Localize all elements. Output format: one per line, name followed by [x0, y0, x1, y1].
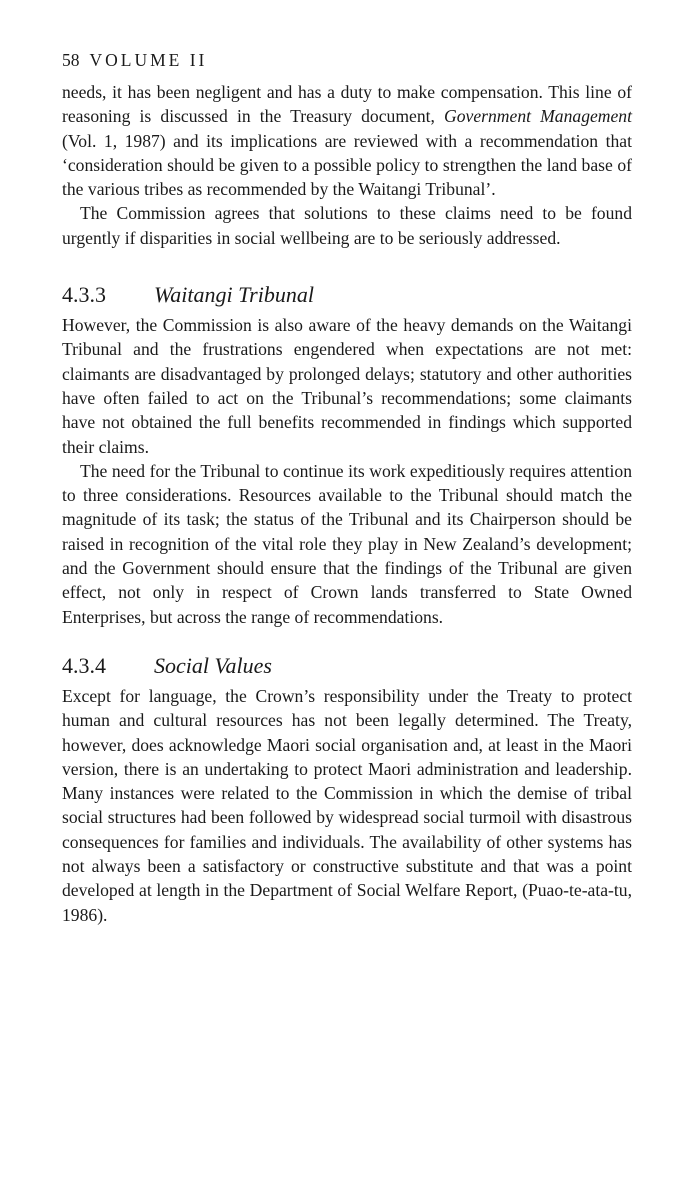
intro-paragraph-1-text-a: needs, it has been negligent and has a duty to make compensation. This line of reasoning is discussed in the Treasury document,: [62, 82, 632, 127]
section-title: Social Values: [154, 652, 272, 678]
intro-paragraph-1-text-b: (Vol. 1, 1987) and its implications are reviewed with a recommendation that ‘consideration should be given to a possible policy to strengthen the land base of the various tribes as recommended by the Waitangi Tribunal’.: [62, 130, 632, 200]
running-head: [62, 48, 632, 72]
section-number: 4.3.3: [62, 282, 106, 308]
page-number: 58: [62, 50, 80, 70]
intro-paragraph-1: [62, 80, 632, 201]
section-number: 4.3.4: [62, 652, 106, 678]
waitangi-paragraph-1: However, the Commission is also aware of the heavy demands on the Waitangi Tribunal and the frustrations engendered when expectations are not met: claimants are disadvantaged by prolonged delays; statutory and other authorities have often failed to act on the Tribunal’s recommendations; some claimants have not obtained the full benefits recommended in findings which supported their claims.: [62, 315, 632, 457]
document-title-reference: Government Management: [444, 106, 632, 127]
intro-paragraph-2: The Commission agrees that solutions to these claims need to be found urgently if disparities in social wellbeing are to be seriously addressed.: [62, 203, 632, 248]
section-heading-waitangi-tribunal: [62, 281, 632, 309]
document-page: [62, 48, 632, 927]
volume-label: VOLUME II: [89, 50, 208, 70]
section-heading-social-values: [62, 652, 632, 680]
waitangi-paragraph-2: The need for the Tribunal to continue its work expeditiously requires attention to three considerations. Resources available to the Tribunal should match the magnitude of its task; the status of the Tribunal and its Chairperson should be raised in recognition of the vital role they play in New Zealand’s development; and the Government should ensure that the findings of the Tribunal are given effect, not only in respect of Crown lands transferred to State Owned Enterprises, but across the range of recommendations.: [62, 460, 632, 627]
section-title: Waitangi Tribunal: [154, 282, 314, 308]
social-values-paragraph-1: Except for language, the Crown’s responsibility under the Treaty to protect human and cultural resources has not been legally determined. The Treaty, however, does acknowledge Maori social organisation and, at least in the Maori version, there is an undertaking to protect Maori administration and leadership. Many instances were related to the Commission in which the demise of tribal social structures had been followed by widespread social turmoil with disastrous consequences for families and individuals. The availability of other systems has not always been a satisfactory or constructive substitute and that was a point developed at length in the Department of Social Welfare Report, (Puao-te-ata-tu, 1986).: [62, 685, 632, 925]
